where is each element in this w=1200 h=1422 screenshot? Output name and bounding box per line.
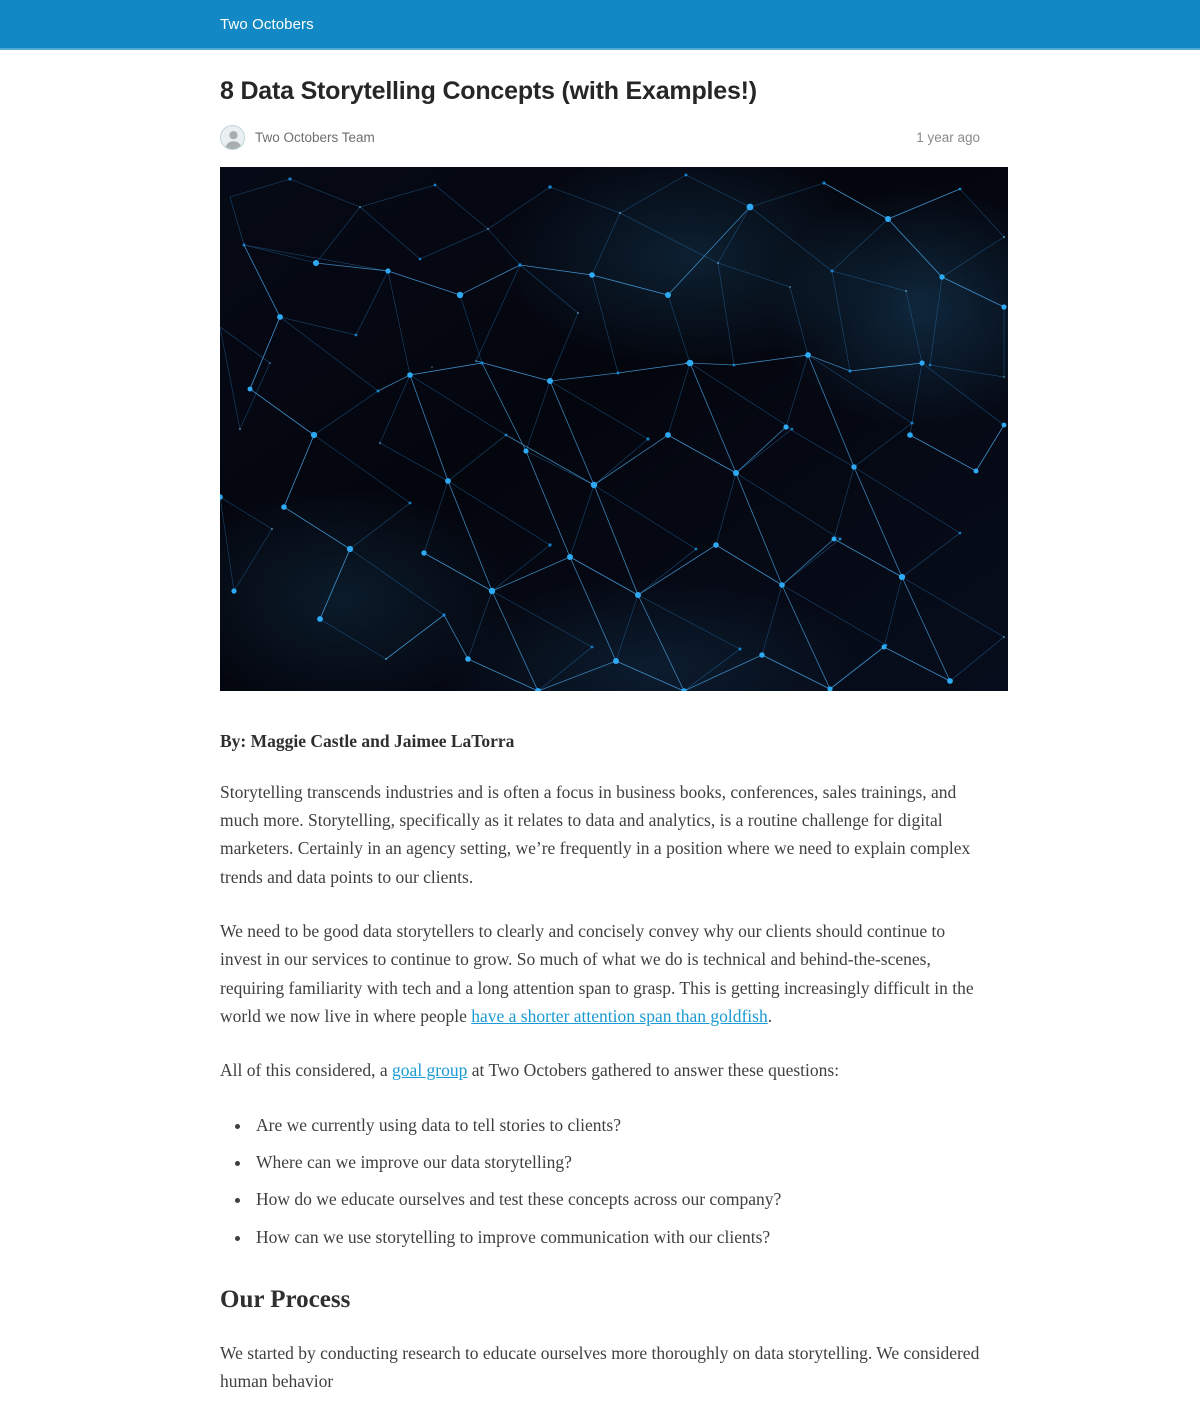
- attention-span-link[interactable]: have a shorter attention span than goldfish: [471, 1006, 768, 1026]
- hero-image: [220, 167, 1008, 691]
- questions-list: [220, 1111, 980, 1251]
- list-item: • How do we educate ourselves and test these concepts across our company?: [252, 1185, 980, 1213]
- paragraph-3-part-a: All of this considered, a: [220, 1060, 393, 1081]
- paragraph-1-part-a: Storytelling transcends industries and is often a focus in business books, conferences, sales trainings, and much more.: [220, 781, 957, 830]
- list-item: • How can we use storytelling to improve communication with our clients?: [252, 1223, 980, 1251]
- brand-link[interactable]: Two Octobers: [220, 15, 314, 33]
- paragraph-1: [220, 778, 980, 891]
- list-item: • Are we currently using data to tell stories to clients?: [252, 1111, 980, 1139]
- article-byline: By: Maggie Castle and Jaimee LaTorra: [220, 731, 515, 752]
- paragraph-1-part-b: Storytelling, specifically as it relates to data and analytics, is a routine challenge for digital marketers. Certainly in an agency setting, we’re frequently in a position where we need to explain complex trends and data points to our clients.: [220, 809, 971, 887]
- paragraph-3-part-b: at Two Octobers gathered to answer these questions:: [467, 1060, 840, 1081]
- paragraph-2-part-a: We need to be good data storytellers to clearly and concisely convey why our clients should continue to invest in our services to continue to grow. So much of what we do is technical and behind-the-scenes, requiring familiarity with tech and a long attention span to grasp. This is getting increasingly difficult in the world we now live in where people: [220, 920, 974, 1026]
- paragraph-3: [220, 1056, 980, 1084]
- page-title: 8 Data Storytelling Concepts (with Examples!): [220, 77, 757, 105]
- paragraph-4: We started by conducting research to educate ourselves more thoroughly on data storytelling. We considered human behavior: [220, 1343, 980, 1392]
- post-date: 1 year ago: [916, 130, 980, 146]
- list-item: • Where can we improve our data storytelling?: [252, 1148, 980, 1176]
- author-name: Two Octobers Team: [255, 130, 375, 146]
- byline: [220, 125, 375, 150]
- article-container: [206, 76, 994, 1396]
- goal-group-link[interactable]: goal group: [392, 1060, 468, 1081]
- avatar: [220, 125, 245, 150]
- site-header-inner: [206, 17, 994, 32]
- post-meta: [220, 125, 980, 150]
- site-header: [0, 0, 1200, 50]
- post-body: [220, 727, 980, 1396]
- section-heading-our-process: Our Process: [220, 1286, 351, 1314]
- paragraph-2: [220, 917, 980, 1030]
- paragraph-2-part-b: .: [767, 1006, 773, 1026]
